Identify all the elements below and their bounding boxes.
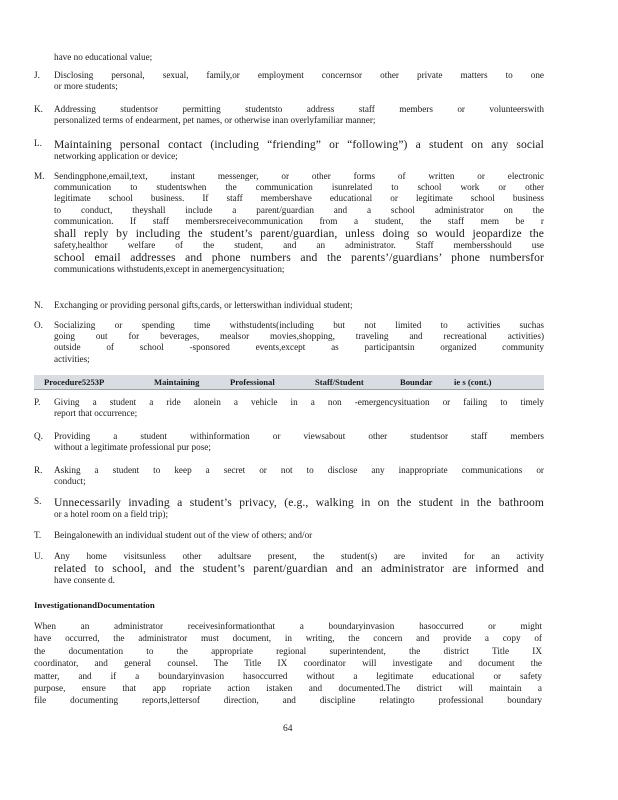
list-item-line: Providing a student withinformation or viewsabout other studentsor staff members [54,431,544,441]
list-item-line: safety,healthor welfare of the student, and an administrator. Staff membersshould use [54,239,544,250]
page-number: 64 [283,724,293,734]
list-item-line: to conduct, theyshall include a parent/guardian and a school administrator on the [54,204,544,215]
list-item-line: legitimate school business. If staff membershave educational or legitimate school business [54,193,544,204]
list-item-line: networking application or device; [54,151,178,161]
list-item-letter: J. [34,70,40,80]
list-item-line: communication. If staff membersreceivecommunication from a student, the staff mem be r [54,215,544,226]
list-item-letter: P. [34,397,41,407]
list-item-line: Giving a student a ride alonein a vehicle in a non -emergencysituation or failing to timely [54,397,544,407]
header-ies-cont: ie s (cont.) [454,377,492,387]
list-item-line: activities; [54,353,90,364]
list-item-line: communication to studentswhen the communication isunrelated to school work or other [54,182,544,193]
list-item-line: report that occurrence; [54,408,138,419]
list-item-letter: T. [34,530,42,540]
list-item-body [54,431,544,453]
list-item-line: communications withstudents,except in anemergencysituation; [54,264,285,275]
list-item-letter: U. [34,551,43,561]
paragraph-line: When an administrator receivesinformationthat a boundaryinvasion hasoccurred or might [34,621,542,631]
section-title: InvestigationandDocumentation [34,600,155,610]
list-item-line: Any home visitsunless other adultsare present, the student(s) are invited for an activity [54,551,544,561]
header-procedure: Procedure5253P [44,377,105,387]
list-item-letter: S. [34,496,42,506]
list-item-line: conduct; [54,476,86,487]
list-item-line: Socializing or spending time withstudents(including but not limited to activities suchas [54,320,544,330]
list-item-body [54,397,544,419]
list-item-body [54,138,544,162]
paragraph-line: purpose, ensure that app ropriate action istaken and documented.The district will maintain a [34,682,542,693]
list-item-line: Beingalonewith an individual student out of the view of others; and/or [54,530,313,540]
list-item-line: related to school, and the student’s parent/guardian and an administrator are informed and [54,562,544,576]
procedure-header-bar [34,375,544,390]
list-item-line: school email addresses and phone numbers and the parents’/guardians’ phone numbersfor [54,251,544,265]
list-item-letter: L. [34,138,42,148]
list-item-body [54,300,544,311]
list-item-line: Disclosing personal, sexual, family,or employment concernsor other private matters to one [54,70,544,80]
list-item-line: Maintaining personal contact (including “friending” or “following”) a student on any social [54,138,544,151]
paragraph-line: the documentation to the appropriate regional superintendent, the district Title IX [34,645,542,656]
list-item-line: personalized terms of endearment, pet names, or otherwise inan overlyfamiliar manner; [54,115,376,126]
list-item-body [54,496,544,520]
list-item-line: Exchanging or providing personal gifts,cards, or letterswithan individual student; [54,300,353,310]
paragraph-line: matter, and if a boundaryinvasion hasoccurred without a legitimate educational or safety [34,670,542,681]
list-item-line: Unnecessarily invading a student’s privacy, (e.g., walking in on the student in the bathroom [54,496,544,509]
list-item-body [54,551,544,586]
list-item-line: or a hotel room on a field trip); [54,509,169,519]
list-item-line: have consente d. [54,575,115,586]
paragraph-line: have occurred, the administrator must document, in writing, the concern and provide a copy of [34,633,542,644]
list-item-line: outside of school -sponsored events,except as participantsin organized community [54,342,544,353]
list-item-body [54,465,544,487]
header-maintaining: Maintaining [154,377,200,387]
list-item-line: Asking a student to keep a secret or not to disclose any inappropriate communications or [54,465,544,475]
list-item-letter: O. [34,320,43,330]
paragraph-line: coordinator, and general counsel. The Title IX coordinator will investigate and document the [34,658,542,669]
list-item-body [54,320,544,365]
list-item-body [54,171,544,275]
header-staff-student: Staff/Student [315,377,364,387]
paragraph-line: file documenting reports,lettersof direction, and discipline relatingto professional boundary [34,695,542,706]
list-item-line: without a legitimate professional pur pose; [54,442,211,453]
list-item-line: or more students; [54,81,118,92]
list-item-letter: Q. [34,431,43,441]
list-item-line: Sendingphone,email,text, instant messenger, or other forms of written or electronic [54,171,544,181]
list-item-body [54,70,544,92]
header-professional: Professional [230,377,275,387]
list-item-letter: K. [34,104,43,114]
list-item-body [54,530,544,541]
list-item-letter: R. [34,465,43,475]
list-item-letter: N. [34,300,43,310]
list-item-line: going out for beverages, mealsor movies,shopping, traveling and recreational activities) [54,331,544,342]
investigation-paragraph [34,620,542,707]
continuation-text: have no educational value; [54,52,153,62]
list-item-body [54,104,544,126]
list-item-letter: M. [34,171,45,181]
header-boundar: Boundar [400,377,433,387]
list-item-line: Addressing studentsor permitting studentsto address staff members or volunteerswith [54,104,544,114]
list-item-line: shall reply by including the student’s parent/guardian, unless doing so would jeopardize the [54,226,544,240]
